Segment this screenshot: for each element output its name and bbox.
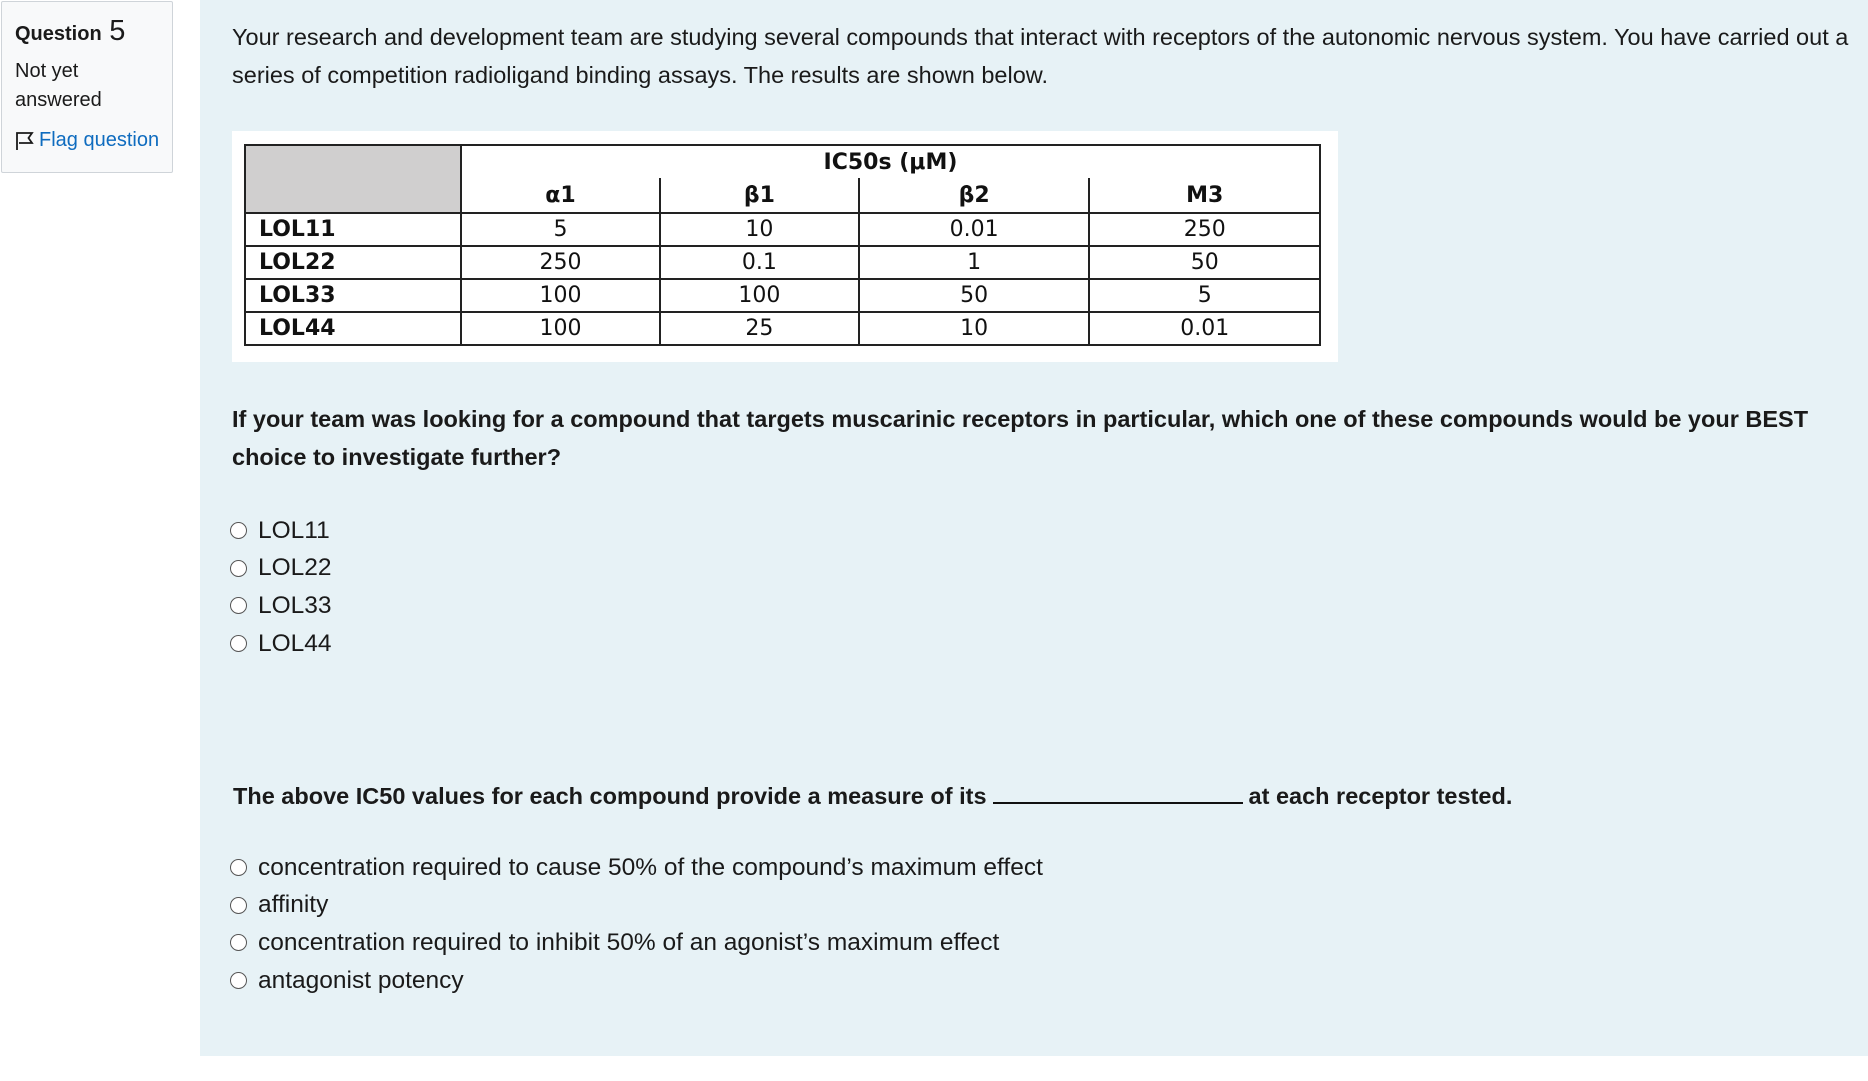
- ic50-table: [244, 144, 1321, 346]
- ic50-value: 100: [660, 279, 859, 312]
- fill-in-blank: [993, 776, 1243, 804]
- flag-icon: [15, 131, 35, 151]
- ic50-value: 50: [859, 279, 1090, 312]
- question-intro-text: Your research and development team are studying several compounds that interact with receptors of the autonomic nervous system. You have carried out a series of competition radioligand binding assays. The results are shown below.: [232, 24, 1849, 88]
- question-content: [200, 0, 1868, 1056]
- radio-button[interactable]: [230, 934, 247, 951]
- radio-button[interactable]: [230, 972, 247, 989]
- ic50-value: 0.01: [1089, 312, 1320, 345]
- table-corner-cell: [245, 145, 461, 213]
- answer-option-cause-50[interactable]: [230, 849, 1043, 887]
- answer-option-lol44[interactable]: [230, 625, 332, 663]
- ic50-value: 50: [1089, 246, 1320, 279]
- question1-text: If your team was looking for a compound that targets muscarinic receptors in particular, which one of these compounds would be your BEST choice to investigate further?: [232, 406, 1809, 470]
- radio-button[interactable]: [230, 859, 247, 876]
- option-label: LOL11: [258, 516, 330, 544]
- ic50-value: 10: [859, 312, 1090, 345]
- answer-option-lol11[interactable]: [230, 512, 332, 550]
- flag-question-label: Flag question: [39, 129, 160, 151]
- table-row: [245, 213, 1320, 246]
- question2-options: [230, 849, 1043, 999]
- answer-option-lol33[interactable]: [230, 587, 332, 625]
- option-label: antagonist potency: [258, 966, 464, 994]
- receptor-header: β1: [660, 178, 859, 213]
- option-label: LOL33: [258, 591, 332, 619]
- radio-button[interactable]: [230, 635, 247, 652]
- question2-text-after: at each receptor tested.: [1248, 783, 1513, 809]
- ic50-value: 1: [859, 246, 1090, 279]
- table-row: [245, 246, 1320, 279]
- compound-name: LOL44: [245, 312, 461, 345]
- ic50-value: 100: [461, 312, 660, 345]
- receptor-header: β2: [859, 178, 1090, 213]
- radio-button[interactable]: [230, 560, 247, 577]
- receptor-header: M3: [1089, 178, 1320, 213]
- option-label: concentration required to cause 50% of the compound’s maximum effect: [258, 853, 1043, 881]
- table-row: [245, 312, 1320, 345]
- ic50-value: 250: [461, 246, 660, 279]
- ic50-value: 25: [660, 312, 859, 345]
- compound-name: LOL11: [245, 213, 461, 246]
- question-label: Question: [15, 23, 102, 45]
- answer-option-antagonist-potency[interactable]: [230, 962, 1043, 1000]
- compound-name: LOL22: [245, 246, 461, 279]
- ic50-value: 10: [660, 213, 859, 246]
- radio-button[interactable]: [230, 597, 247, 614]
- table-group-header: IC50s (μM): [461, 145, 1320, 178]
- ic50-value: 0.1: [660, 246, 859, 279]
- answer-option-affinity[interactable]: [230, 887, 1043, 925]
- question-number-value: 5: [109, 15, 126, 47]
- compound-name: LOL33: [245, 279, 461, 312]
- radio-button[interactable]: [230, 522, 247, 539]
- question-number: [15, 14, 172, 51]
- receptor-header: α1: [461, 178, 660, 213]
- option-label: affinity: [258, 891, 329, 919]
- question2-text-before: The above IC50 values for each compound provide a measure of its: [233, 783, 987, 809]
- ic50-table-image: [232, 131, 1338, 362]
- option-label: LOL44: [258, 629, 332, 657]
- question2-text: [233, 776, 1512, 813]
- table-row: [245, 279, 1320, 312]
- question-state: Not yet answered: [15, 60, 102, 111]
- option-label: LOL22: [258, 554, 332, 582]
- answer-option-lol22[interactable]: [230, 550, 332, 588]
- ic50-value: 250: [1089, 213, 1320, 246]
- ic50-value: 5: [461, 213, 660, 246]
- ic50-value: 100: [461, 279, 660, 312]
- question-info-panel: [1, 1, 173, 173]
- question1-options: [230, 512, 332, 662]
- ic50-value: 5: [1089, 279, 1320, 312]
- ic50-value: 0.01: [859, 213, 1090, 246]
- option-label: concentration required to inhibit 50% of an agonist’s maximum effect: [258, 928, 1000, 956]
- radio-button[interactable]: [230, 897, 247, 914]
- answer-option-inhibit-50[interactable]: [230, 924, 1043, 962]
- flag-question-link[interactable]: [15, 129, 172, 152]
